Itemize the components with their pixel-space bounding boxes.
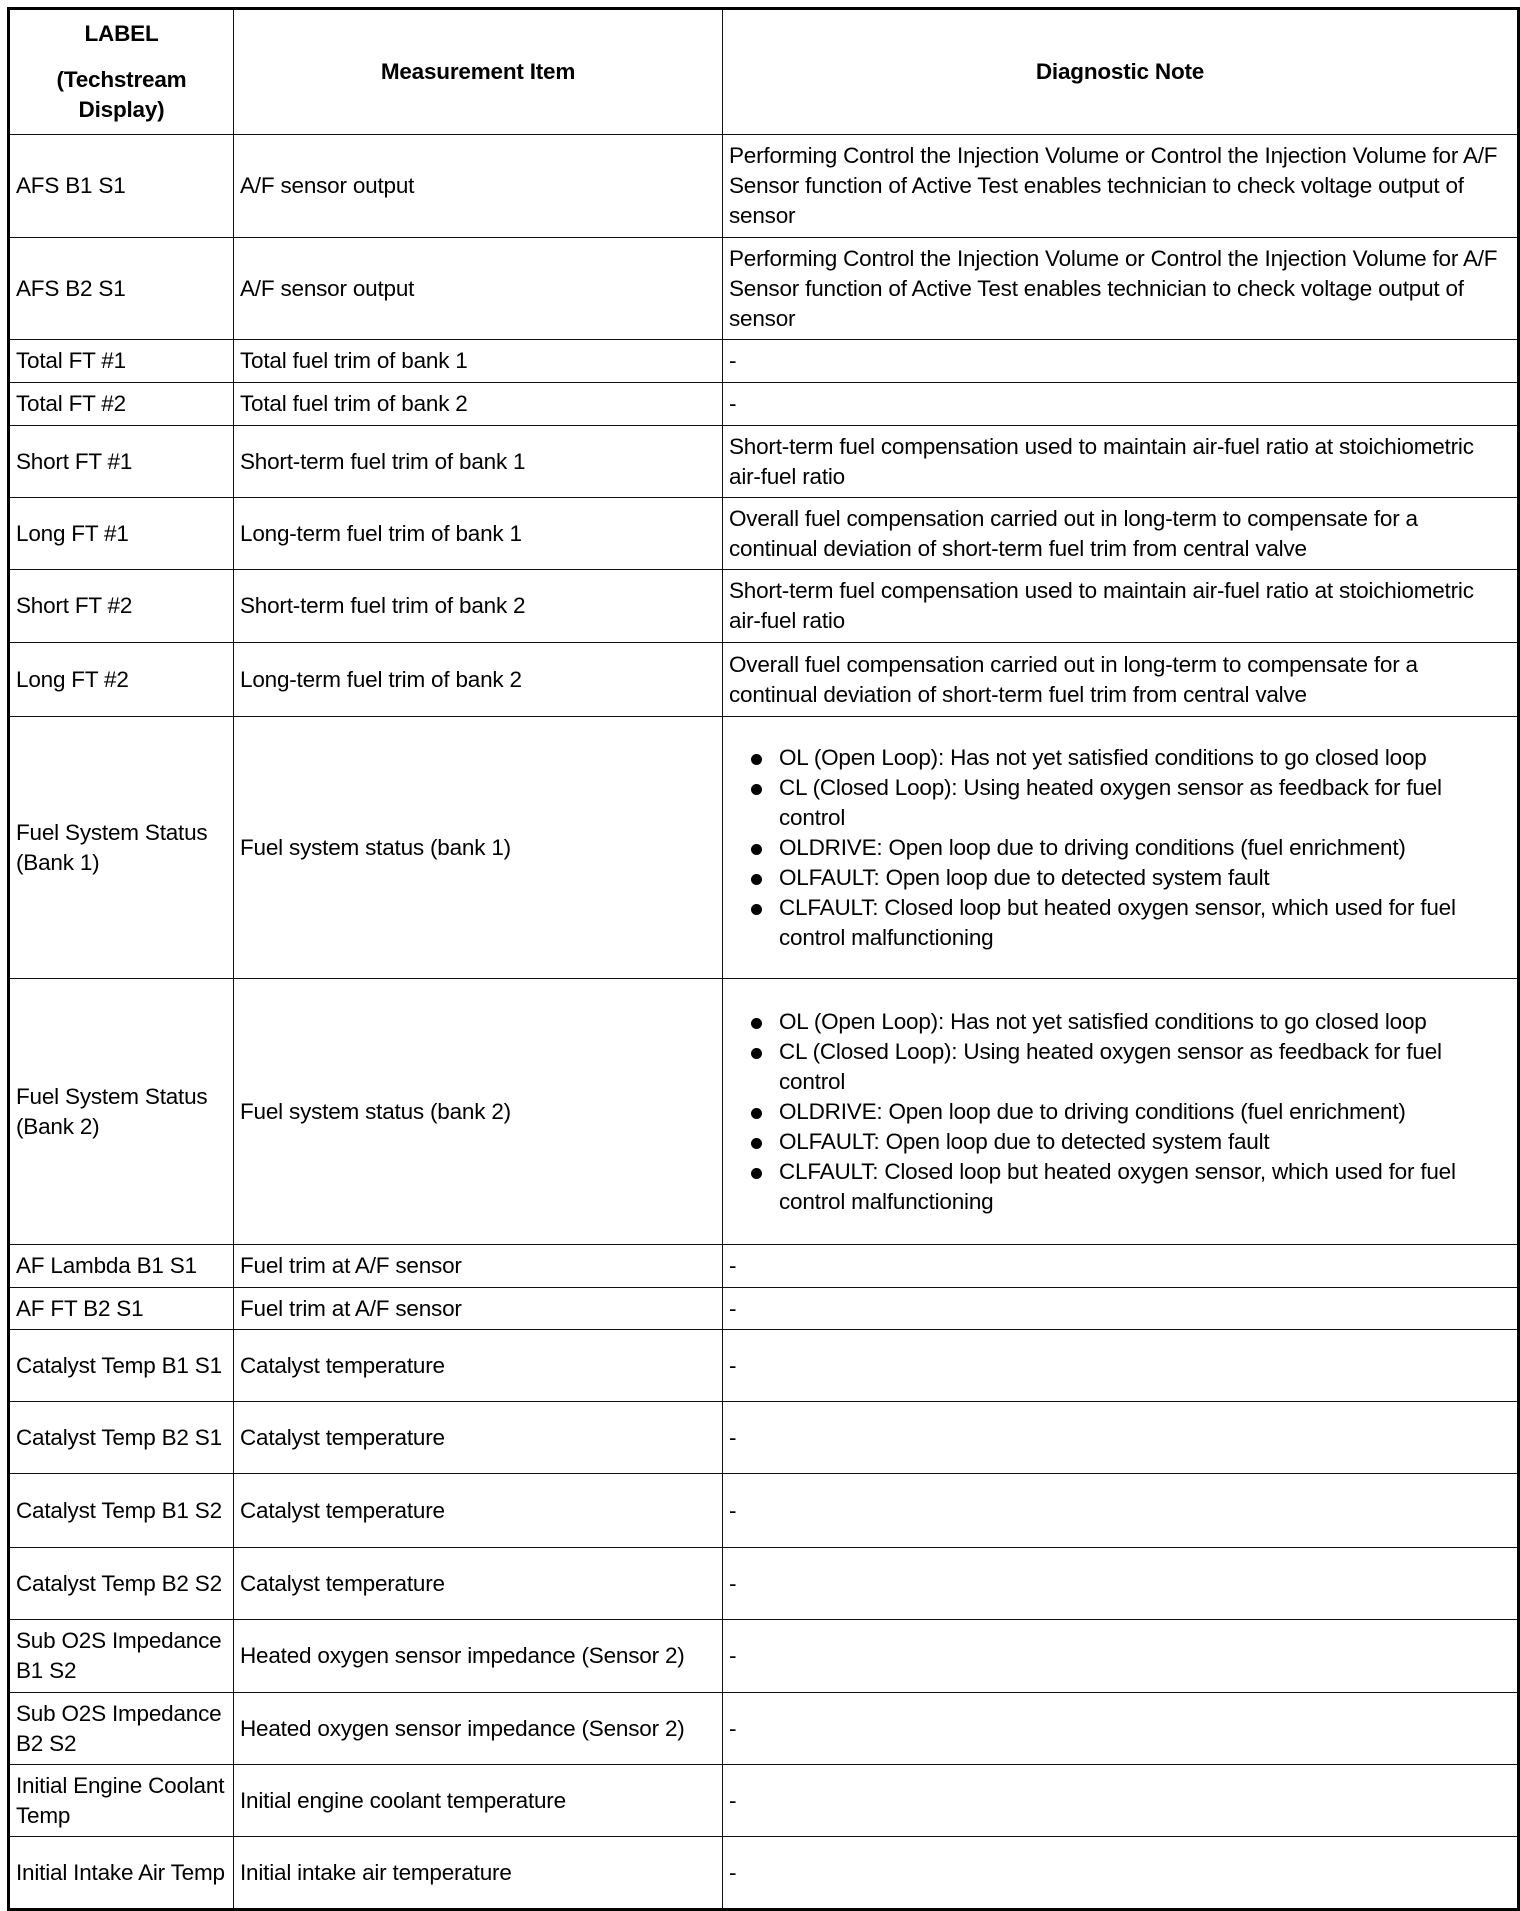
label-cell: Catalyst Temp B2 S2: [9, 1548, 234, 1620]
diagnostic-note-cell: -: [723, 1245, 1519, 1288]
label-cell: Short FT #2: [9, 570, 234, 643]
status-bullet-list: [729, 1007, 1511, 1217]
label-cell: Total FT #2: [9, 383, 234, 426]
diagnostic-note-cell: Performing Control the Injection Volume or Control the Injection Volume for A/F Sensor function of Active Test enables technician to check voltage output of sensor: [723, 135, 1519, 238]
diagnostic-note-cell: -: [723, 1620, 1519, 1693]
label-cell: Catalyst Temp B1 S1: [9, 1330, 234, 1402]
label-cell: AFS B2 S1: [9, 238, 234, 340]
bullet-text: CLFAULT: Closed loop but heated oxygen sensor, which used for fuel control malfunctioning: [779, 1158, 1456, 1214]
label-cell: Initial Intake Air Temp: [9, 1837, 234, 1910]
diagnostic-note-cell: [723, 717, 1519, 979]
header-label-line1: LABEL: [84, 21, 159, 46]
diagnostic-note-cell: -: [723, 1693, 1519, 1765]
status-bullet-item: [729, 743, 1511, 773]
diagnostic-note-cell: Overall fuel compensation carried out in long-term to compensate for a continual deviation of short-term fuel trim from central valve: [723, 643, 1519, 717]
diagnostic-note-cell: -: [723, 340, 1519, 383]
diagnostic-note-cell: Short-term fuel compensation used to maintain air-fuel ratio at stoichiometric air-fuel ratio: [723, 570, 1519, 643]
table-row: [9, 498, 1519, 570]
table-row: [9, 643, 1519, 717]
bullet-text: OLDRIVE: Open loop due to driving conditions (fuel enrichment): [779, 1098, 1406, 1124]
label-cell: AFS B1 S1: [9, 135, 234, 238]
label-cell: Long FT #2: [9, 643, 234, 717]
label-cell: Sub O2S Impedance B2 S2: [9, 1693, 234, 1765]
diagnostic-note-cell: Short-term fuel compensation used to maintain air-fuel ratio at stoichiometric air-fuel ratio: [723, 426, 1519, 498]
label-cell: Catalyst Temp B2 S1: [9, 1402, 234, 1474]
table-row: [9, 717, 1519, 979]
header-row: [9, 9, 1519, 135]
measurement-item-cell: Long-term fuel trim of bank 1: [234, 498, 723, 570]
label-cell: Total FT #1: [9, 340, 234, 383]
diagnostic-note-cell: -: [723, 1330, 1519, 1402]
status-bullet-item: [729, 1157, 1511, 1217]
status-bullet-item: [729, 893, 1511, 953]
measurement-item-cell: Long-term fuel trim of bank 2: [234, 643, 723, 717]
bullet-icon: [751, 1138, 762, 1149]
measurement-item-cell: Initial engine coolant temperature: [234, 1765, 723, 1837]
bullet-text: OL (Open Loop): Has not yet satisfied conditions to go closed loop: [779, 1008, 1427, 1034]
bullet-text: OLFAULT: Open loop due to detected system fault: [779, 864, 1270, 890]
table-row: [9, 979, 1519, 1245]
label-cell: Short FT #1: [9, 426, 234, 498]
measurement-item-cell: A/F sensor output: [234, 135, 723, 238]
table-row: [9, 1693, 1519, 1765]
bullet-text: CL (Closed Loop): Using heated oxygen sensor as feedback for fuel control: [779, 774, 1442, 830]
label-cell: Catalyst Temp B1 S2: [9, 1474, 234, 1548]
diagnostic-note-cell: [723, 979, 1519, 1245]
diagnostic-note-cell: -: [723, 1402, 1519, 1474]
bullet-icon: [751, 874, 762, 885]
measurement-item-cell: Short-term fuel trim of bank 1: [234, 426, 723, 498]
bullet-text: CLFAULT: Closed loop but heated oxygen sensor, which used for fuel control malfunctioning: [779, 894, 1456, 950]
bullet-icon: [751, 1168, 762, 1179]
status-bullet-item: [729, 1037, 1511, 1097]
label-cell: Long FT #1: [9, 498, 234, 570]
header-diagnostic-note: Diagnostic Note: [723, 9, 1519, 135]
diagnostic-note-cell: -: [723, 1548, 1519, 1620]
table-row: [9, 238, 1519, 340]
measurement-item-cell: Fuel system status (bank 2): [234, 979, 723, 1245]
header-measurement-item: Measurement Item: [234, 9, 723, 135]
table-row: [9, 426, 1519, 498]
table-row: [9, 1245, 1519, 1288]
status-bullet-item: [729, 1097, 1511, 1127]
label-cell: AF Lambda B1 S1: [9, 1245, 234, 1288]
table-row: [9, 1330, 1519, 1402]
measurement-item-cell: Catalyst temperature: [234, 1548, 723, 1620]
bullet-text: OLFAULT: Open loop due to detected system fault: [779, 1128, 1270, 1154]
measurement-item-cell: Catalyst temperature: [234, 1330, 723, 1402]
table-row: [9, 1402, 1519, 1474]
diagnostic-note-cell: -: [723, 1474, 1519, 1548]
measurement-item-cell: Catalyst temperature: [234, 1402, 723, 1474]
diagnostic-note-cell: Overall fuel compensation carried out in long-term to compensate for a continual deviation of short-term fuel trim from central valve: [723, 498, 1519, 570]
status-bullet-item: [729, 1127, 1511, 1157]
bullet-icon: [751, 1018, 762, 1029]
table-row: [9, 1765, 1519, 1837]
label-cell: Fuel System Status (Bank 2): [9, 979, 234, 1245]
table-row: [9, 1548, 1519, 1620]
bullet-icon: [751, 844, 762, 855]
measurement-item-cell: Initial intake air temperature: [234, 1837, 723, 1910]
status-bullet-item: [729, 1007, 1511, 1037]
table-row: [9, 1620, 1519, 1693]
table-row: [9, 570, 1519, 643]
header-label: [9, 9, 234, 135]
status-bullet-list: [729, 743, 1511, 953]
status-bullet-item: [729, 833, 1511, 863]
bullet-icon: [751, 784, 762, 795]
table-row: [9, 135, 1519, 238]
status-bullet-item: [729, 863, 1511, 893]
bullet-icon: [751, 904, 762, 915]
table-row: [9, 383, 1519, 426]
bullet-text: OL (Open Loop): Has not yet satisfied conditions to go closed loop: [779, 744, 1427, 770]
header-label-line2: (Techstream Display): [56, 67, 187, 122]
measurement-item-cell: A/F sensor output: [234, 238, 723, 340]
measurement-item-cell: Short-term fuel trim of bank 2: [234, 570, 723, 643]
measurement-item-cell: Total fuel trim of bank 2: [234, 383, 723, 426]
bullet-icon: [751, 1108, 762, 1119]
measurement-item-cell: Fuel trim at A/F sensor: [234, 1245, 723, 1288]
measurement-item-cell: Fuel trim at A/F sensor: [234, 1288, 723, 1330]
bullet-text: CL (Closed Loop): Using heated oxygen sensor as feedback for fuel control: [779, 1038, 1442, 1094]
diagnostic-note-cell: -: [723, 383, 1519, 426]
diagnostic-note-cell: -: [723, 1837, 1519, 1910]
label-cell: Initial Engine Coolant Temp: [9, 1765, 234, 1837]
status-bullet-item: [729, 773, 1511, 833]
data-list-table: [7, 7, 1520, 1911]
measurement-item-cell: Heated oxygen sensor impedance (Sensor 2): [234, 1693, 723, 1765]
measurement-item-cell: Total fuel trim of bank 1: [234, 340, 723, 383]
label-cell: AF FT B2 S1: [9, 1288, 234, 1330]
label-cell: Fuel System Status (Bank 1): [9, 717, 234, 979]
measurement-item-cell: Fuel system status (bank 1): [234, 717, 723, 979]
bullet-icon: [751, 754, 762, 765]
diagnostic-note-cell: Performing Control the Injection Volume or Control the Injection Volume for A/F Sensor function of Active Test enables technician to check voltage output of sensor: [723, 238, 1519, 340]
table-row: [9, 1288, 1519, 1330]
diagnostic-note-cell: -: [723, 1765, 1519, 1837]
bullet-icon: [751, 1048, 762, 1059]
diagnostic-note-cell: -: [723, 1288, 1519, 1330]
measurement-item-cell: Catalyst temperature: [234, 1474, 723, 1548]
table-row: [9, 1837, 1519, 1910]
bullet-text: OLDRIVE: Open loop due to driving conditions (fuel enrichment): [779, 834, 1406, 860]
table-row: [9, 1474, 1519, 1548]
table-row: [9, 340, 1519, 383]
label-cell: Sub O2S Impedance B1 S2: [9, 1620, 234, 1693]
measurement-item-cell: Heated oxygen sensor impedance (Sensor 2): [234, 1620, 723, 1693]
